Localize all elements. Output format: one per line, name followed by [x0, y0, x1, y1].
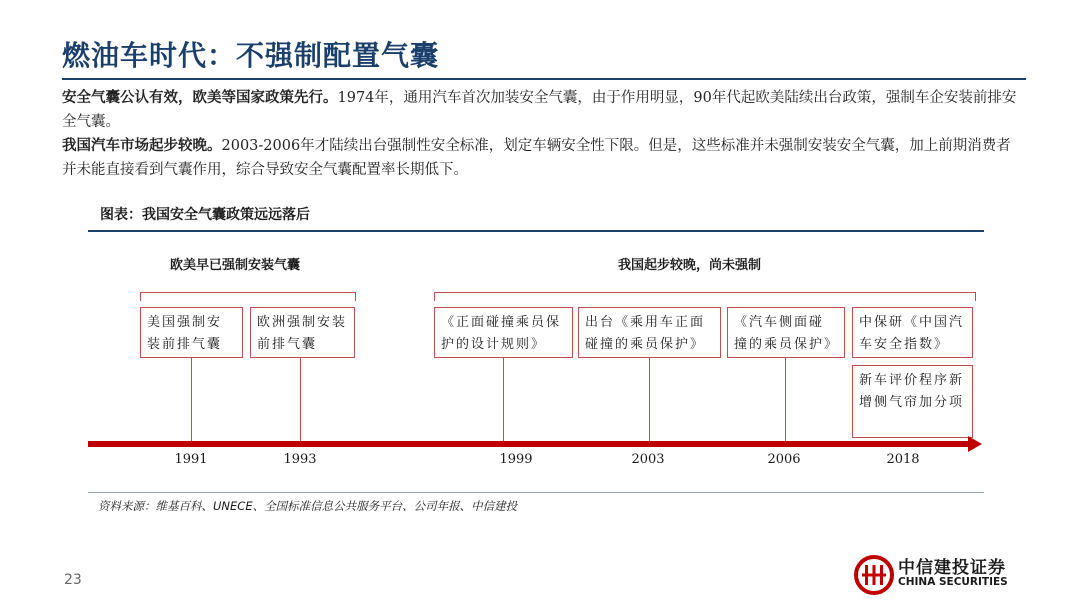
group-label-china: 我国起步较晚，尚未强制	[618, 258, 762, 273]
group-label-west: 欧美早已强制安装气囊	[170, 258, 301, 273]
year-label-2003: 2003	[631, 452, 665, 467]
paragraph-2-body: 2003-2006年才陆续出台强制性安全标准，划定车辆安全性下限。但是，这些标准并未强制安装安全气囊，加上前期消费者并未能直接看到气囊作用，综合导致安全气囊配置率长期低下。	[62, 138, 1011, 178]
year-label-1991: 1991	[174, 452, 208, 467]
connector-line-1999	[503, 358, 504, 442]
connector-line-2003	[649, 358, 650, 442]
paragraph-2	[62, 134, 1022, 182]
logo-text-en: CHINA SECURITIES	[898, 576, 1008, 588]
year-label-1999: 1999	[499, 452, 533, 467]
paragraph-1-lead: 安全气囊公认有效，欧美等国家政策先行。	[62, 89, 338, 106]
group-bracket-west	[140, 292, 356, 301]
event-box-2018: 中保研《中国汽车安全指数》	[852, 307, 973, 358]
figure-bottom-rule	[88, 492, 984, 493]
page-number: 23	[64, 572, 82, 588]
paragraph-1-body: 1974年，通用汽车首次加装安全气囊，由于作用明显，90年代起欧美陆续出台政策，强制车企安装前排安全气囊。	[62, 90, 1017, 130]
connector-line-2006	[785, 358, 786, 442]
china-securities-logo-icon	[854, 555, 894, 595]
figure-top-rule	[88, 230, 984, 232]
paragraph-1	[62, 86, 1022, 134]
year-label-2018: 2018	[886, 452, 920, 467]
slide-title: 燃油车时代：不强制配置气囊	[62, 39, 440, 72]
timeline-axis	[88, 441, 970, 447]
connector-line-1993	[300, 358, 301, 442]
logo-text-cn: 中信建投证券	[898, 558, 1006, 578]
event-box-2018-extra: 新车评价程序新增侧气帘加分项	[852, 365, 973, 438]
figure-title: 图表：我国安全气囊政策远远落后	[100, 207, 310, 223]
event-box-1999: 《正面碰撞乘员保护的设计规则》	[434, 307, 573, 358]
source-note: 资料来源：维基百科、UNECE、全国标准信息公共服务平台、公司年报、中信建投	[98, 499, 518, 513]
event-box-1991: 美国强制安装前排气囊	[140, 307, 243, 358]
event-box-2003: 出台《乘用车正面碰撞的乘员保护》	[578, 307, 721, 358]
event-box-2006: 《汽车侧面碰撞的乘员保护》	[727, 307, 845, 358]
title-divider	[62, 78, 1026, 80]
event-box-1993: 欧洲强制安装前排气囊	[250, 307, 355, 358]
connector-line-1991	[191, 358, 192, 442]
year-label-1993: 1993	[283, 452, 317, 467]
timeline-arrow-icon	[968, 436, 982, 452]
paragraph-2-lead: 我国汽车市场起步较晚。	[62, 137, 222, 154]
group-bracket-china	[434, 292, 976, 301]
year-label-2006: 2006	[767, 452, 801, 467]
